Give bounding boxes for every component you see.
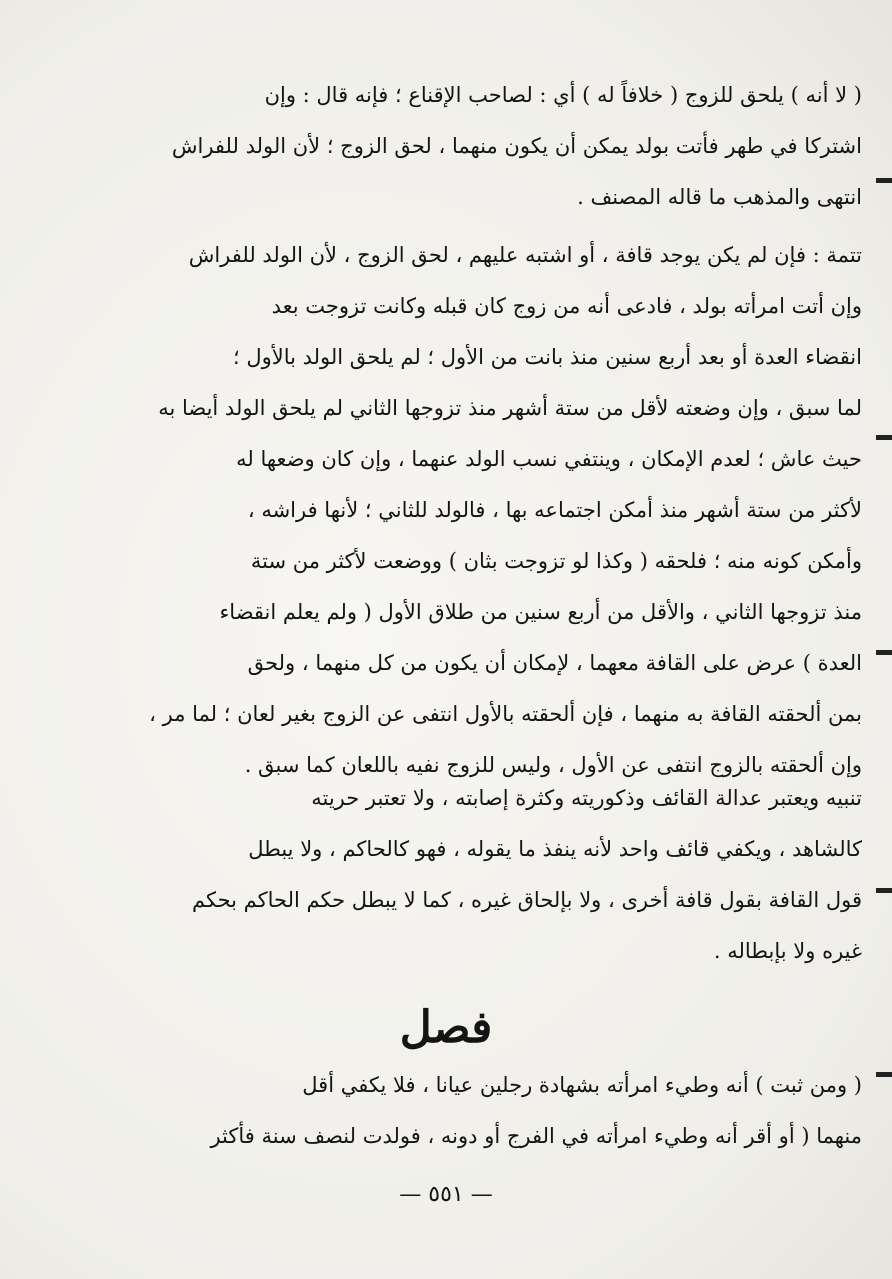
text-line: تنبيه ويعتبر عدالة القائف وذكوريته وكثرة إصابته ، ولا تعتبر حريته: [311, 786, 862, 810]
text-line: انتهى والمذهب ما قاله المصنف .: [577, 185, 862, 209]
text-line: كالشاهد ، ويكفي قائف واحد لأنه ينفذ ما يقوله ، فهو كالحاكم ، ولا يبطل: [248, 837, 862, 861]
text-line: العدة ) عرض على القافة معهما ، لإمكان أن يكون من كل منهما ، ولحق: [247, 651, 862, 675]
paragraph-tatimma: [138, 230, 862, 791]
text-line: لما سبق ، وإن وضعته لأقل من ستة أشهر منذ تزوجها الثاني لم يلحق الولد أيضا به: [158, 396, 862, 420]
text-line: وإن ألحقته بالزوج انتفى عن الأول ، وليس للزوج نفيه باللعان كما سبق .: [244, 753, 862, 777]
text-line: وإن أتت امرأته بولد ، فادعى أنه من زوج كان قبله وكانت تزوجت بعد: [271, 294, 862, 318]
text-line: حيث عاش ؛ لعدم الإمكان ، وينتفي نسب الولد عنهما ، وإن كان وضعها له: [236, 447, 862, 471]
text-line: وأمكن كونه منه ؛ فلحقه ( وكذا لو تزوجت بثان ) ووضعت لأكثر من ستة: [250, 549, 862, 573]
text-line: منذ تزوجها الثاني ، والأقل من أربع سنين من طلاق الأول ( ولم يعلم انقضاء: [219, 600, 862, 624]
text-line: ( لا أنه ) يلحق للزوج ( خلافاً له ) أي : لصاحب الإقناع ؛ فإنه قال : وإن: [264, 83, 862, 107]
scan-edge-mark: [876, 435, 892, 440]
text-line: غيره ولا بإبطاله .: [713, 939, 862, 963]
paragraph-section-start: [138, 1060, 862, 1162]
paragraph-tanbih: [138, 773, 862, 977]
text-line: قول القافة بقول قافة أخرى ، ولا بإلحاق غيره ، كما لا يبطل حكم الحاكم بحكم: [192, 888, 862, 912]
text-line: بمن ألحقته القافة به منهما ، فإن ألحقته بالأول انتفى عن الزوج بغير لعان ؛ لما مر ،: [149, 702, 862, 726]
text-line: انقضاء العدة أو بعد أربع سنين منذ بانت من الأول ؛ لم يلحق الولد بالأول ؛: [232, 345, 862, 369]
scan-edge-mark: [876, 178, 892, 183]
text-line: ( ومن ثبت ) أنه وطيء امرأته بشهادة رجلين عيانا ، فلا يكفي أقل: [302, 1073, 862, 1097]
scan-edge-mark: [876, 1072, 892, 1077]
scan-edge-mark: [876, 888, 892, 893]
text-line: منهما ( أو أقر أنه وطيء امرأته في الفرج أو دونه ، فولدت لنصف سنة فأكثر: [210, 1124, 862, 1148]
scan-edge-mark: [876, 650, 892, 655]
text-line: تتمة : فإن لم يكن يوجد قافة ، أو اشتبه عليهم ، لحق الزوج ، لأن الولد للفراش: [188, 243, 862, 267]
text-line: لأكثر من ستة أشهر منذ أمكن اجتماعه بها ، فالولد للثاني ؛ لأنها فراشه ،: [247, 498, 862, 522]
text-line: اشتركا في طهر فأتت بولد يمكن أن يكون منهما ، لحق الزوج ؛ لأن الولد للفراش: [171, 134, 862, 158]
section-heading: فصل: [399, 1002, 493, 1053]
paragraph-continuation: [138, 70, 862, 223]
page-number: — ٥٥١ —: [399, 1182, 493, 1207]
